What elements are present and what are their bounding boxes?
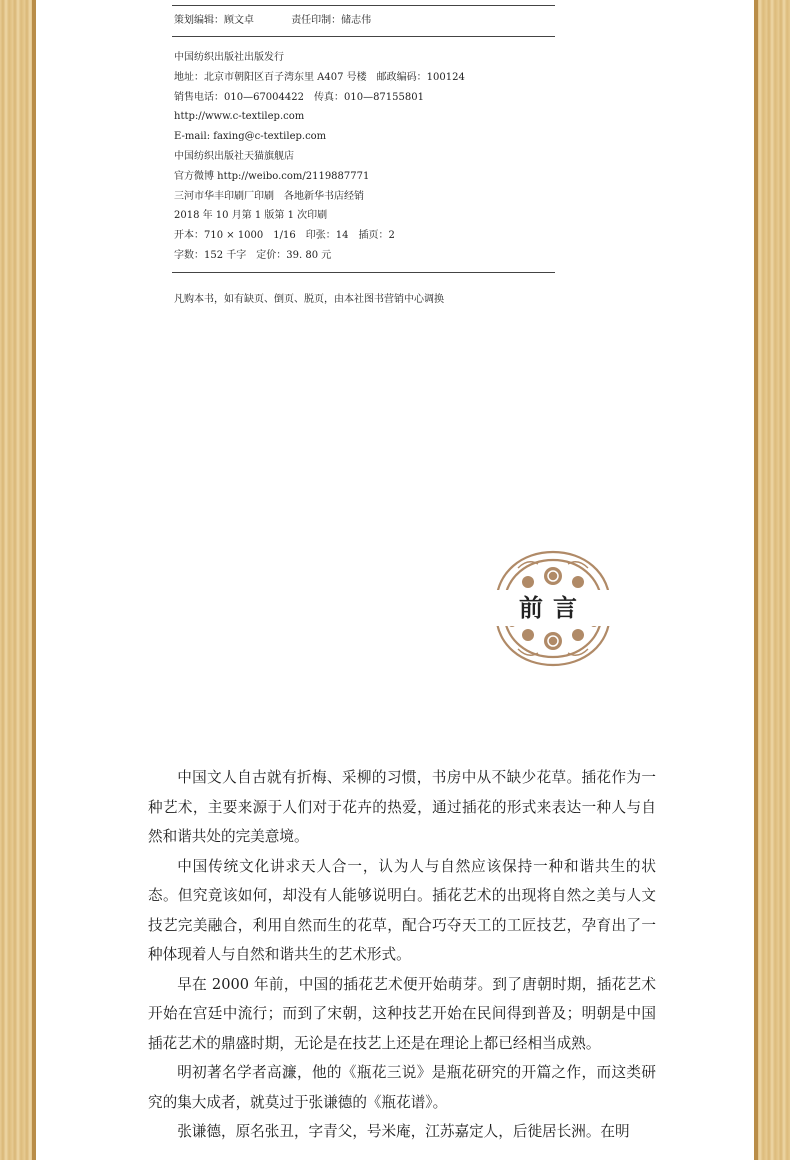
wood-frame-right (754, 0, 790, 1160)
colophon-line: 官方微博 http://weibo.com/2119887771 (174, 170, 370, 182)
colophon-block (174, 48, 465, 266)
book-page (36, 0, 754, 1160)
preface-paragraph: 明初著名学者高濂，他的《瓶花三说》是瓶花研究的开篇之作，而这类研究的集大成者，就莫过于张谦德的《瓶花谱》。 (148, 1064, 656, 1111)
colophon-line: 地址：北京市朝阳区百子湾东里 A407 号楼 邮政编码：100124 (174, 71, 465, 83)
top-rule (172, 5, 555, 6)
preface-paragraph: 张谦德，原名张丑，字青父，号米庵，江苏嘉定人，后徙居长洲。在明 (177, 1123, 630, 1140)
colophon-line: 字数：152 千字 定价：39. 80 元 (174, 249, 332, 261)
colophon-rule (172, 272, 555, 273)
preface-body (148, 763, 656, 1147)
replacement-notice: 凡购本书，如有缺页、倒页、脱页，由本社图书营销中心调换 (174, 294, 444, 305)
section-title: 前言 (488, 590, 618, 626)
preface-paragraph: 中国文人自古就有折梅、采柳的习惯，书房中从不缺少花草。插花作为一种艺术，主要来源于人们对于花卉的热爱，通过插花的形式来表达一种人与自然和谐共处的完美意境。 (148, 769, 656, 845)
print-supervisor: 责任印制：储志伟 (291, 15, 372, 26)
preface-paragraph: 早在 2000 年前，中国的插花艺术便开始萌芽。到了唐朝时期，插花艺术开始在宫廷中流行；而到了宋朝，这种技艺开始在民间得到普及；明朝是中国插花艺术的鼎盛时期，无论是在技艺上还是在理论上都已经相当成熟。 (148, 975, 656, 1052)
credits-line (174, 11, 405, 26)
colophon-line: 三河市华丰印刷厂印刷 各地新华书店经销 (174, 190, 364, 202)
colophon-line: E-mail: faxing@c-textilep.com (174, 131, 327, 143)
preface-paragraph: 中国传统文化讲求天人合一，认为人与自然应该保持一种和谐共生的状态。但究竟该如何，却没有人能够说明白。插花艺术的出现将自然之美与人文技艺完美融合，利用自然而生的花草，配合巧夺天工的工匠技艺，孕育出了一种体现着人与自然和谐共生的艺术形式。 (148, 857, 656, 963)
planning-editor: 策划编辑：顾文卓 (174, 15, 254, 26)
colophon-line: 中国纺织出版社天猫旗舰店 (174, 150, 294, 162)
colophon-line: 开本：710 × 1000 1/16 印张：14 插页：2 (174, 230, 395, 242)
colophon-line: 销售电话：010—67004422 传真：010—87155801 (174, 91, 424, 103)
colophon-line: 2018 年 10 月第 1 版第 1 次印刷 (174, 210, 328, 222)
credits-rule (172, 36, 555, 37)
wood-frame-left (0, 0, 36, 1160)
colophon-line: http://www.c-textilep.com (174, 111, 305, 123)
colophon-line: 中国纺织出版社出版发行 (174, 52, 284, 63)
